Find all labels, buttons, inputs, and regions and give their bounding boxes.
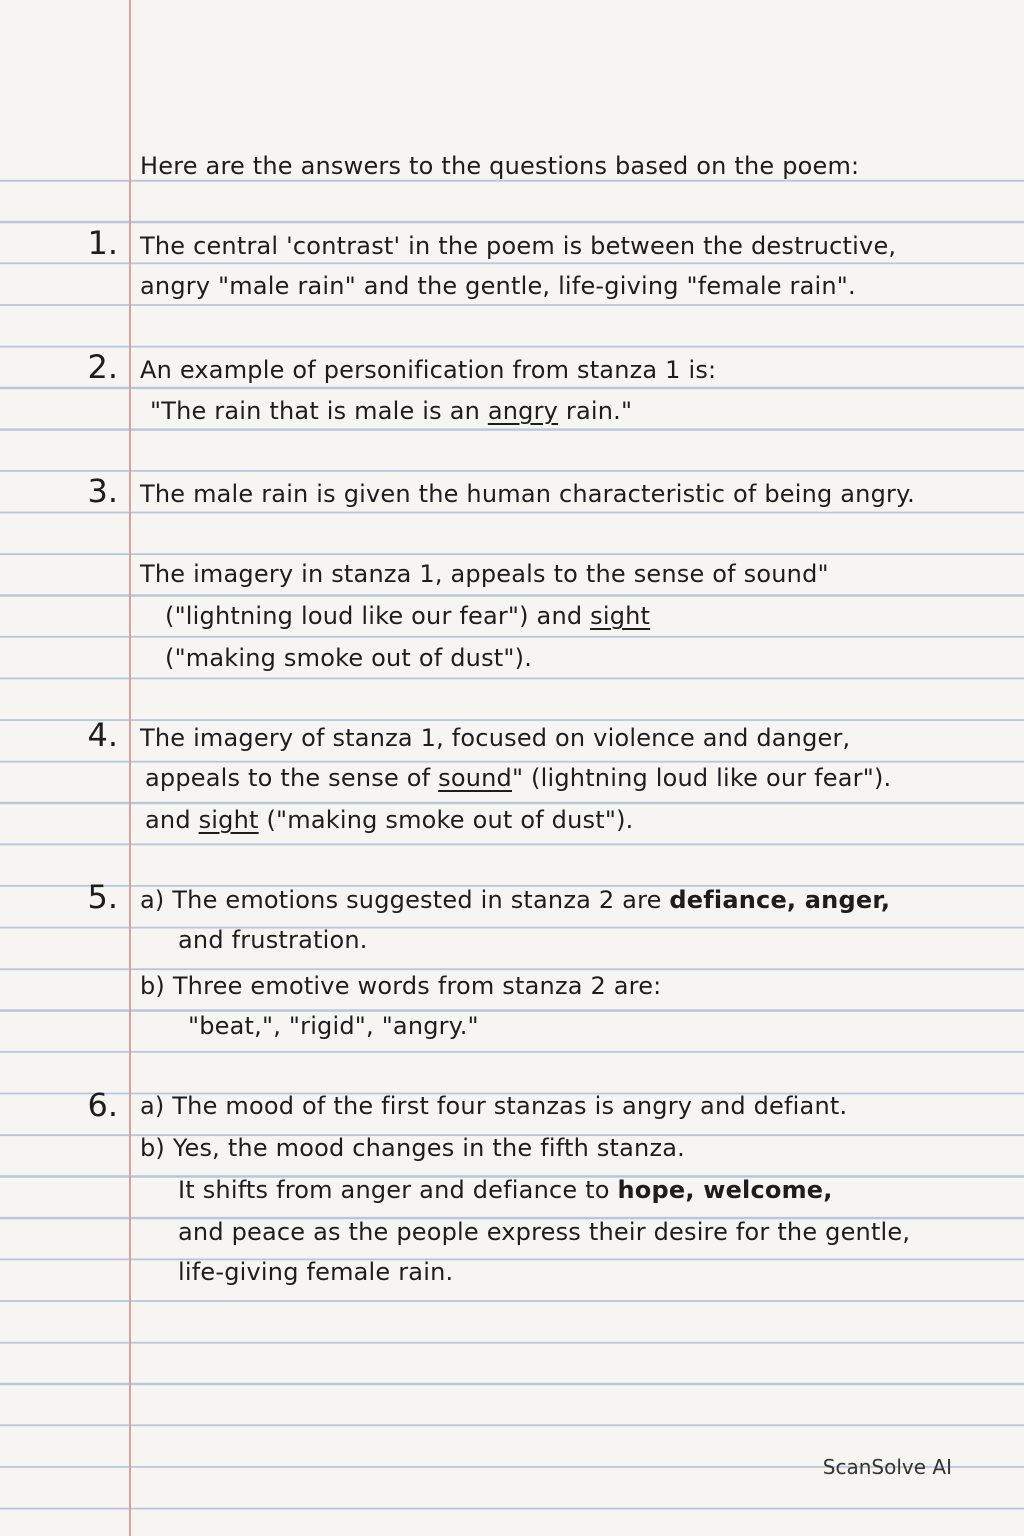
answer-4-appeals-text: appeals to the sense of	[145, 764, 439, 792]
answer-5-line-2: and frustration.	[178, 926, 368, 954]
answer-3-line-2	[140, 560, 829, 588]
page-header-blank	[0, 0, 1024, 140]
answer-2-number: 2.	[87, 348, 118, 386]
answer-6-shift-text: It shifts from anger and defiance to	[178, 1176, 618, 1204]
answer-3-imagery-text: The imagery in stanza 1, appeals to the sense of	[140, 560, 744, 588]
answer-6-hope-welcome: hope, welcome,	[617, 1176, 833, 1204]
answer-4-line-1: The imagery of stanza 1, focused on violence and danger,	[140, 724, 851, 752]
answer-2-quote-start: "The rain that is male is an	[150, 397, 488, 425]
answer-3-line-1: The male rain is given the human characteristic of being angry.	[140, 480, 915, 508]
answer-2-quote-end: rain."	[558, 397, 633, 425]
answer-2-emphasis-angry: angry	[487, 397, 559, 425]
answer-4-line-2	[145, 764, 891, 792]
answer-6-line-5: life-giving female rain.	[178, 1258, 454, 1286]
answer-6-line-3	[178, 1176, 833, 1204]
answer-3-line-3	[165, 602, 650, 630]
answer-4-and-text: and	[145, 806, 199, 834]
answer-3-line-4: ("making smoke out of dust").	[165, 644, 533, 672]
answer-5-line-3: b) Three emotive words from stanza 2 are:	[140, 972, 662, 1000]
answer-5a-text: a) The emotions suggested in stanza 2 are	[140, 886, 670, 914]
answer-3-quote-mark: "	[817, 560, 829, 588]
answer-1-line-1: The central 'contrast' in the poem is between the destructive,	[140, 232, 897, 260]
answer-3-number: 3.	[87, 472, 118, 510]
answer-1-line-2: angry "male rain" and the gentle, life-giving "female rain".	[140, 272, 856, 300]
answer-4-sound-word: sound	[438, 764, 512, 792]
answer-4-sight-word: sight	[198, 806, 259, 834]
answer-5-line-4: "beat,", "rigid", "angry."	[188, 1012, 479, 1040]
answer-1-number: 1.	[87, 224, 118, 262]
answer-5-number: 5.	[87, 878, 118, 916]
answer-6-line-4: and peace as the people express their desire for the gentle,	[178, 1218, 911, 1246]
scansolve-watermark: ScanSolve AI	[822, 1455, 952, 1479]
answer-3-sound-word: sound	[743, 560, 818, 588]
answer-6-number: 6.	[87, 1086, 118, 1124]
answer-4-smoke-quote: ("making smoke out of dust").	[258, 806, 634, 834]
answer-5a-emotions: defiance, anger,	[669, 886, 891, 914]
answer-5-line-1	[140, 886, 890, 914]
answer-4-lightning-quote: " (lightning loud like our fear").	[511, 764, 892, 792]
answer-6-line-1: a) The mood of the first four stanzas is angry and defiant.	[140, 1092, 848, 1120]
answer-4-number: 4.	[87, 716, 118, 754]
answer-2-line-1: An example of personification from stanza 1 is:	[140, 356, 717, 384]
answer-3-lightning-quote: ("lightning loud like our fear") and	[165, 602, 591, 630]
answer-6-line-2: b) Yes, the mood changes in the fifth stanza.	[140, 1134, 685, 1162]
answer-3-sight-word: sight	[590, 602, 651, 630]
margin-line	[129, 0, 131, 1536]
intro-text: Here are the answers to the questions based on the poem:	[140, 152, 860, 180]
answer-2-line-2	[150, 397, 632, 425]
answer-4-line-3	[145, 806, 633, 834]
